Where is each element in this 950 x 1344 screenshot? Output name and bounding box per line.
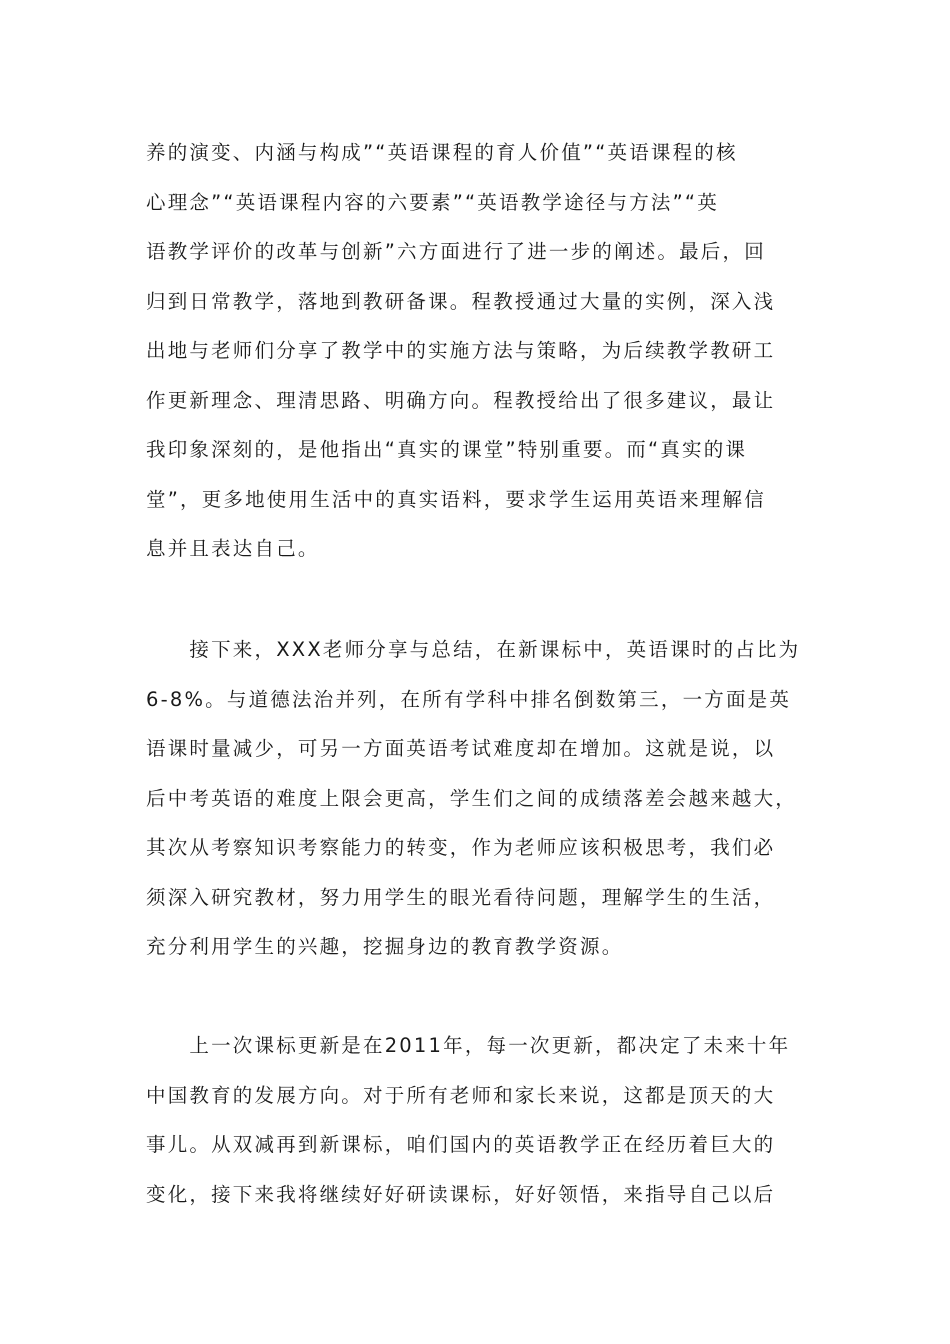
text-line: 上一次课标更新是在2011年，每一次更新，都决定了未来十年 — [146, 1034, 791, 1057]
text-line: 息并且表达自己。 — [146, 537, 320, 560]
text-line: 须深入研究教材，努力用学生的眼光看待问题，理解学生的生活， — [146, 885, 776, 909]
text-line: 语教学评价的改革与创新”六方面进行了进一步的阐述。最后，回 — [146, 240, 766, 263]
text-line: 作更新理念、理清思路、明确方向。程教授给出了很多建议，最让 — [146, 388, 776, 412]
text-line: 充分利用学生的兴趣，挖掘身边的教育教学资源。 — [146, 935, 624, 958]
text-line: 归到日常教学，落地到教研备课。程教授通过大量的实例，深入浅 — [146, 289, 776, 313]
paragraph-2 — [146, 625, 826, 972]
text-line: 接下来，XXX老师分享与总结，在新课标中，英语课时的占比为 — [146, 638, 801, 661]
text-line: 中国教育的发展方向。对于所有老师和家长来说，这都是顶天的大 — [146, 1083, 776, 1107]
text-line: 其次从考察知识考察能力的转变，作为老师应该积极思考，我们必 — [146, 836, 776, 859]
text-line: 语课时量减少，可另一方面英语考试难度却在增加。这就是说，以 — [146, 737, 776, 760]
text-line: 6-8%。与道德法治并列，在所有学科中排名倒数第三，一方面是英 — [146, 687, 792, 711]
text-line: 心理念”“英语课程内容的六要素”“英语教学途径与方法”“英 — [146, 190, 719, 214]
text-line: 事儿。从双减再到新课标，咱们国内的英语教学正在经历着巨大的 — [146, 1133, 776, 1156]
text-line: 出地与老师们分享了教学中的实施方法与策略，为后续教学教研工 — [146, 339, 776, 362]
text-line: 变化，接下来我将继续好好研读课标，好好领悟，来指导自己以后 — [146, 1182, 776, 1206]
text-line: 堂”，更多地使用生活中的真实语料，要求学生运用英语来理解信 — [146, 487, 766, 511]
paragraph-1 — [146, 128, 826, 574]
text-line: 养的演变、内涵与构成”“英语课程的育人价值”“英语课程的核 — [146, 141, 738, 164]
text-line: 后中考英语的难度上限会更高，学生们之间的成绩落差会越来越大， — [146, 786, 798, 810]
text-line: 我印象深刻的，是他指出“真实的课堂”特别重要。而“真实的课 — [146, 438, 748, 461]
paragraph-3 — [146, 1021, 826, 1219]
